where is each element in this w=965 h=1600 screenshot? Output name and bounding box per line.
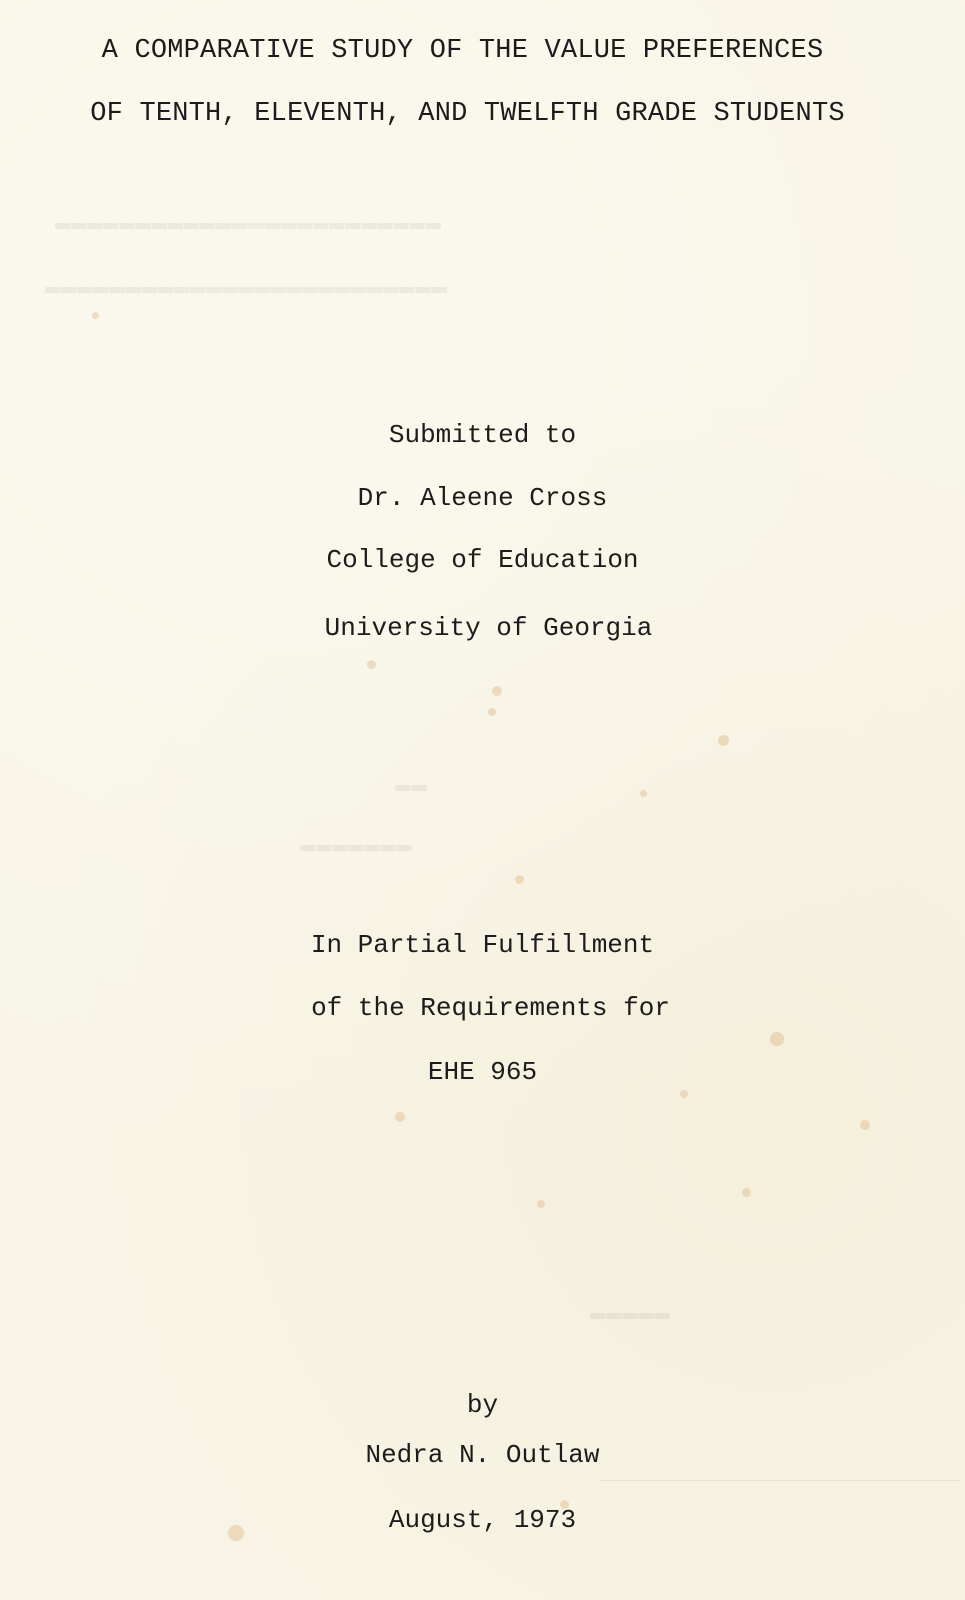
bleed-through-text: ▬▬: [395, 770, 428, 800]
bleed-through-text: ▬▬▬▬▬▬▬: [300, 830, 413, 860]
fulfillment-line-1: In Partial Fulfillment: [310, 930, 655, 960]
submission-date: August, 1973: [388, 1505, 577, 1535]
paper-stain: [860, 1120, 870, 1130]
fulfillment-line-2: of the Requirements for: [311, 993, 670, 1023]
submitted-to-label: Submitted to: [388, 420, 577, 450]
title-line-2: OF TENTH, ELEVENTH, AND TWELFTH GRADE STUDENTS: [90, 99, 845, 129]
paper-stain: [680, 1090, 688, 1098]
university-name: University of Georgia: [324, 613, 653, 643]
paper-stain: [742, 1188, 751, 1197]
bleed-through-text: ▬▬▬▬▬▬▬▬▬▬▬▬▬▬▬▬▬▬▬▬▬▬▬▬: [55, 208, 442, 238]
paper-stain: [488, 708, 496, 716]
paper-stain: [640, 790, 647, 797]
paper-stain: [515, 875, 524, 884]
course-number: EHE 965: [427, 1057, 538, 1087]
paper-stain: [395, 1112, 405, 1122]
bleed-through-signature-line: [600, 1480, 960, 1481]
title-line-1: A COMPARATIVE STUDY OF THE VALUE PREFERENCES: [101, 36, 824, 66]
recipient-name: Dr. Aleene Cross: [357, 483, 608, 513]
paper-stain: [367, 660, 376, 669]
author-name: Nedra N. Outlaw: [365, 1440, 600, 1470]
paper-stain: [537, 1200, 545, 1208]
paper-stain: [92, 312, 99, 319]
paper-stain: [492, 686, 502, 696]
paper-stain: [770, 1032, 784, 1046]
by-label: by: [466, 1390, 499, 1420]
paper-stain: [718, 735, 729, 746]
college-name: College of Education: [326, 545, 639, 575]
bleed-through-text: ▬▬▬▬▬: [590, 1298, 671, 1328]
bleed-through-text: ▬▬▬▬▬▬▬▬▬▬▬▬▬▬▬▬▬▬▬▬▬▬▬▬▬: [45, 272, 448, 302]
